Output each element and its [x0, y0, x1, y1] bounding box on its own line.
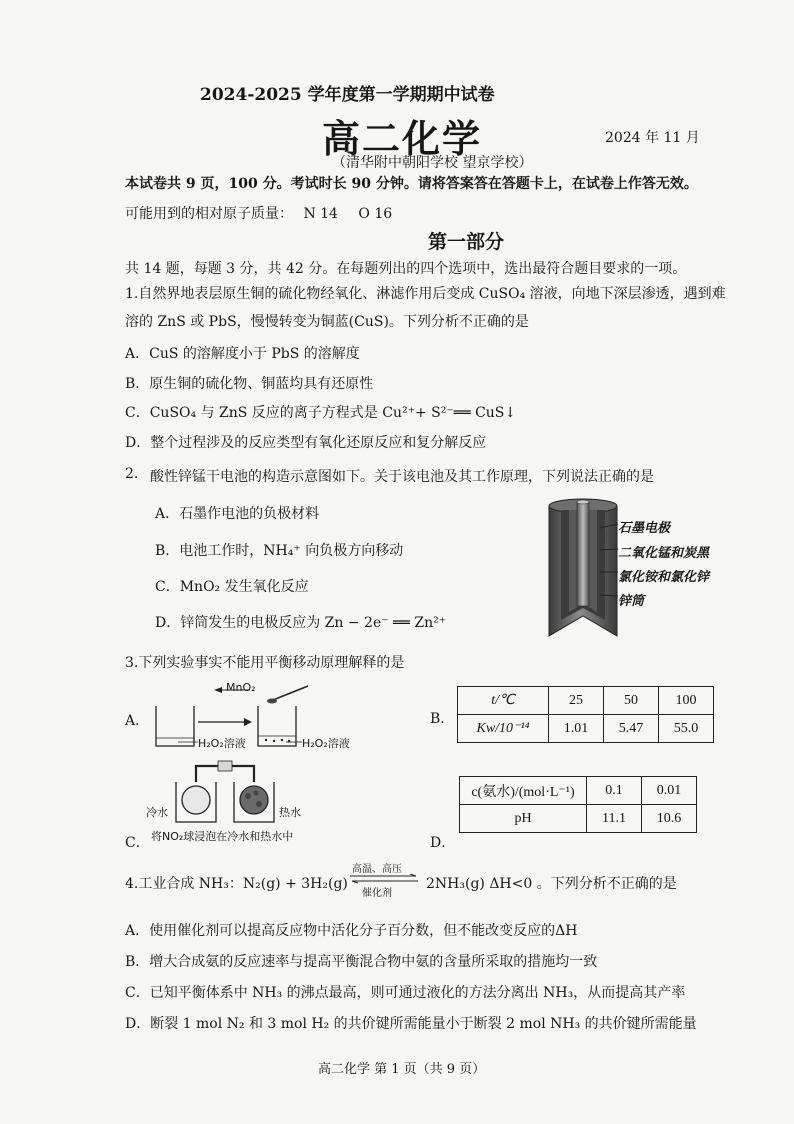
table-row [460, 805, 697, 833]
q4-condition-top: 高温、高压 [352, 864, 402, 875]
table-row [460, 777, 697, 805]
table-row [458, 715, 714, 743]
q4-option-c: C．已知平衡体系中 NH₃ 的沸点最高，则可通过液化的方法分离出 NH₃，从而提高其产率 [125, 985, 686, 1001]
q4-condition-bottom: 催化剂 [362, 888, 392, 899]
table-cell: 25 [549, 687, 604, 715]
q3c-no2-spheres-figure [170, 760, 280, 826]
q2-stem: 酸性锌锰干电池的构造示意图如下。关于该电池及其工作原理，下列说法正确的是 [150, 469, 654, 485]
q3a-left-solution-label: H₂O₂溶液 [198, 737, 246, 750]
q3c-cold-water-label: 冷水 [146, 806, 168, 819]
atomic-mass-line [125, 203, 392, 223]
q2-option-a: A．石墨作电池的负极材料 [155, 506, 320, 522]
table-cell: 1.01 [549, 715, 604, 743]
school-names: （清华附中朝阳学校 望京学校） [332, 155, 533, 171]
exam-title: 2024-2025 学年度第一学期期中试卷 [200, 85, 495, 105]
q2-option-c: C．MnO₂ 发生氧化反应 [155, 579, 309, 595]
q3-stem: 3.下列实验事实不能用平衡移动原理解释的是 [125, 655, 405, 671]
q1-option-d: D．整个过程涉及的反应类型有氧化还原反应和复分解反应 [125, 435, 487, 451]
q3c-hot-water-label: 热水 [279, 806, 301, 819]
q1-stem-line2: 溶的 ZnS 或 PbS，慢慢转变为铜蓝(CuS)。下列分析不正确的是 [125, 314, 529, 330]
q4-option-b: B．增大合成氨的反应速率与提高平衡混合物中氨的含量所采取的措施均一致 [125, 954, 598, 970]
label-graphite-electrode: 石墨电极 [618, 521, 671, 536]
q4-equilibrium-arrow [348, 874, 420, 884]
table-row [458, 687, 714, 715]
label-nh4cl-zncl2: 氯化铵和氯化锌 [618, 570, 710, 585]
page-footer: 高二化学 第 1 页（共 9 页） [318, 1062, 486, 1077]
q3b-table [457, 686, 714, 743]
table-cell: c(氨水)/(mol·L⁻¹) [460, 777, 587, 805]
table-cell: pH [460, 805, 587, 833]
q4-stem-post: 2NH₃(g) ΔH<0 。下列分析不正确的是 [426, 876, 677, 892]
q3-option-c-label: C． [125, 835, 150, 851]
q1-option-b: B．原生铜的硫化物、铜蓝均具有还原性 [125, 376, 374, 392]
q3d-table [459, 776, 697, 833]
table-cell: 0.1 [587, 777, 642, 805]
q2-option-b: B．电池工作时，NH₄⁺ 向负极方向移动 [155, 543, 404, 559]
q3-option-d-label: D． [430, 835, 456, 851]
table-cell: 10.6 [642, 805, 697, 833]
label-zinc-can: 锌筒 [618, 594, 645, 609]
table-cell: 55.0 [659, 715, 714, 743]
table-cell: 100 [659, 687, 714, 715]
label-mno2-carbon: 二氧化锰和炭黑 [618, 546, 710, 561]
atomic-mass-n: N 14 [303, 206, 338, 222]
subject-title: 高二化学 [322, 116, 483, 161]
exam-date: 2024 年 11 月 [605, 130, 700, 146]
q1-stem-line1: 1.自然界地表层原生铜的硫化物经氧化、淋滤作用后变成 CuSO₄ 溶液，向地下深层渗透，遇到难 [125, 286, 726, 302]
table-cell: 11.1 [587, 805, 642, 833]
q2-option-d: D．锌筒发生的电极反应为 Zn − 2e⁻ ══ Zn²⁺ [155, 615, 447, 631]
table-cell: 50 [604, 687, 659, 715]
q4-stem-pre: 4.工业合成 NH₃：N₂(g) + 3H₂(g) [125, 876, 348, 892]
table-cell: 0.01 [642, 777, 697, 805]
atomic-mass-o: O 16 [358, 206, 393, 222]
q1-option-c: C．CuSO₄ 与 ZnS 反应的离子方程式是 Cu²⁺+ S²⁻══ CuS↓ [125, 405, 517, 421]
q3-option-a-label: A． [125, 713, 150, 729]
q2-number: 2. [125, 466, 139, 482]
q3c-caption: 将NO₂球浸泡在冷水和热水中 [151, 830, 294, 843]
q1-option-a: A．CuS 的溶解度小于 PbS 的溶解度 [125, 346, 360, 362]
q4-option-a: A．使用催化剂可以提高反应物中活化分子百分数，但不能改变反应的ΔH [125, 923, 578, 939]
table-cell: t/℃ [458, 687, 549, 715]
q3-option-b-label: B． [430, 711, 455, 727]
q3a-right-solution-label: H₂O₂溶液 [302, 737, 350, 750]
section-title: 第一部分 [428, 231, 505, 253]
q4-option-d: D．断裂 1 mol N₂ 和 3 mol H₂ 的共价键所需能量小于断裂 2 mol NH₃ 的共价键所需能量 [125, 1016, 697, 1032]
section-intro: 共 14 题，每题 3 分，共 42 分。在每题列出的四个选项中，选出最符合题目要求的一项。 [125, 261, 687, 277]
table-cell: 5.47 [604, 715, 659, 743]
table-cell: Kw/10⁻¹⁴ [458, 715, 549, 743]
atomic-mass-label: 可能用到的相对原子质量： [125, 206, 293, 222]
q3a-mno2-label: MnO₂ [226, 681, 256, 694]
exam-instructions: 本试卷共 9 页，100 分。考试时长 90 分钟。请将答案答在答题卡上，在试卷上作答无效。 [125, 176, 698, 192]
